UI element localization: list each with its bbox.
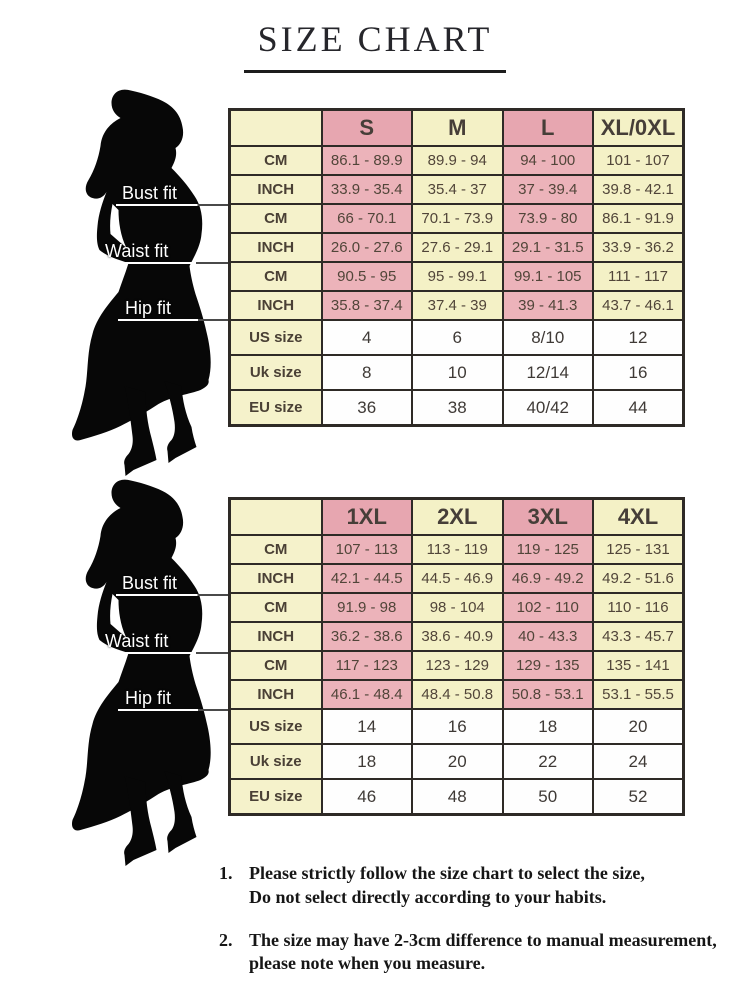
size-value-cell: 89.9 - 94 bbox=[412, 146, 503, 175]
size-value-cell: 111 - 117 bbox=[593, 262, 684, 291]
table-row bbox=[230, 320, 684, 355]
table-row bbox=[230, 204, 684, 233]
row-label-cell: US size bbox=[230, 709, 322, 744]
row-label-cell: CM bbox=[230, 262, 322, 291]
size-value-cell: 73.9 - 80 bbox=[503, 204, 594, 233]
title-wrap bbox=[0, 18, 750, 73]
size-value-cell: 12 bbox=[593, 320, 684, 355]
size-value-cell: 46.1 - 48.4 bbox=[322, 680, 413, 709]
size-value-cell: 44.5 - 46.9 bbox=[412, 564, 503, 593]
row-label-cell: CM bbox=[230, 535, 322, 564]
size-value-cell: 8 bbox=[322, 355, 413, 390]
bust-fit-line bbox=[116, 204, 229, 206]
size-value-cell: 70.1 - 73.9 bbox=[412, 204, 503, 233]
size-value-cell: 20 bbox=[593, 709, 684, 744]
note-item bbox=[219, 929, 739, 977]
table-row bbox=[230, 680, 684, 709]
table-row bbox=[230, 233, 684, 262]
size-value-cell: 99.1 - 105 bbox=[503, 262, 594, 291]
size-value-cell: 12/14 bbox=[503, 355, 594, 390]
note-text bbox=[249, 862, 739, 910]
row-label-cell: Uk size bbox=[230, 744, 322, 779]
size-value-cell: 46.9 - 49.2 bbox=[503, 564, 594, 593]
table-row bbox=[230, 146, 684, 175]
hip-fit-line bbox=[118, 709, 229, 711]
table-row bbox=[230, 291, 684, 320]
row-label-cell: US size bbox=[230, 320, 322, 355]
waist-fit-label: Waist fit bbox=[105, 631, 169, 651]
size-value-cell: 39 - 41.3 bbox=[503, 291, 594, 320]
size-value-cell: 50 bbox=[503, 779, 594, 815]
waist-fit-line bbox=[112, 262, 229, 264]
size-value-cell: 98 - 104 bbox=[412, 593, 503, 622]
note-line: The size may have 2-3cm difference to manual measurement, bbox=[249, 929, 717, 950]
size-column-header: 2XL bbox=[412, 499, 503, 536]
size-value-cell: 66 - 70.1 bbox=[322, 204, 413, 233]
size-value-cell: 42.1 - 44.5 bbox=[322, 564, 413, 593]
size-value-cell: 110 - 116 bbox=[593, 593, 684, 622]
size-column-header: M bbox=[412, 110, 503, 147]
bust-fit-label: Bust fit bbox=[122, 183, 178, 203]
size-value-cell: 39.8 - 42.1 bbox=[593, 175, 684, 204]
table-row bbox=[230, 564, 684, 593]
table-row bbox=[230, 262, 684, 291]
size-value-cell: 86.1 - 89.9 bbox=[322, 146, 413, 175]
row-label-cell: INCH bbox=[230, 233, 322, 262]
note-number: 1. bbox=[219, 863, 233, 883]
notes bbox=[219, 862, 739, 995]
size-value-cell: 4 bbox=[322, 320, 413, 355]
size-table-plus bbox=[228, 497, 685, 816]
size-value-cell: 40 - 43.3 bbox=[503, 622, 594, 651]
silhouette-body bbox=[72, 90, 211, 441]
size-value-cell: 24 bbox=[593, 744, 684, 779]
row-label-cell: EU size bbox=[230, 390, 322, 426]
size-value-cell: 14 bbox=[322, 709, 413, 744]
size-value-cell: 16 bbox=[593, 355, 684, 390]
size-value-cell: 48.4 - 50.8 bbox=[412, 680, 503, 709]
size-value-cell: 27.6 - 29.1 bbox=[412, 233, 503, 262]
table-row bbox=[230, 651, 684, 680]
note-number: 2. bbox=[219, 929, 233, 950]
row-label-cell: CM bbox=[230, 651, 322, 680]
size-value-cell: 35.8 - 37.4 bbox=[322, 291, 413, 320]
table-row bbox=[230, 593, 684, 622]
size-value-cell: 29.1 - 31.5 bbox=[503, 233, 594, 262]
size-value-cell: 52 bbox=[593, 779, 684, 815]
size-value-cell: 37.4 - 39 bbox=[412, 291, 503, 320]
size-value-cell: 48 bbox=[412, 779, 503, 815]
size-column-header: 4XL bbox=[593, 499, 684, 536]
woman-silhouette-1 bbox=[67, 86, 230, 476]
waist-fit-line bbox=[112, 652, 229, 654]
size-value-cell: 33.9 - 36.2 bbox=[593, 233, 684, 262]
table-row bbox=[230, 744, 684, 779]
table-row bbox=[230, 175, 684, 204]
size-value-cell: 95 - 99.1 bbox=[412, 262, 503, 291]
size-value-cell: 101 - 107 bbox=[593, 146, 684, 175]
table-row bbox=[230, 355, 684, 390]
waist-fit-label: Waist fit bbox=[105, 241, 169, 261]
row-label-cell: CM bbox=[230, 204, 322, 233]
size-value-cell: 18 bbox=[322, 744, 413, 779]
note-item bbox=[219, 862, 739, 910]
page-title: SIZE CHART bbox=[244, 18, 507, 73]
note-line: please note when you measure. bbox=[249, 953, 486, 974]
row-label-cell: EU size bbox=[230, 779, 322, 815]
size-value-cell: 117 - 123 bbox=[322, 651, 413, 680]
corner-cell bbox=[230, 499, 322, 536]
size-value-cell: 102 - 110 bbox=[503, 593, 594, 622]
size-value-cell: 46 bbox=[322, 779, 413, 815]
size-value-cell: 40/42 bbox=[503, 390, 594, 426]
size-value-cell: 36 bbox=[322, 390, 413, 426]
size-value-cell: 86.1 - 91.9 bbox=[593, 204, 684, 233]
size-value-cell: 49.2 - 51.6 bbox=[593, 564, 684, 593]
table-row bbox=[230, 779, 684, 815]
woman-silhouette-2 bbox=[67, 476, 230, 866]
size-value-cell: 50.8 - 53.1 bbox=[503, 680, 594, 709]
row-label-cell: INCH bbox=[230, 622, 322, 651]
silhouette-body bbox=[72, 480, 211, 831]
table-row bbox=[230, 709, 684, 744]
row-label-cell: CM bbox=[230, 593, 322, 622]
size-value-cell: 8/10 bbox=[503, 320, 594, 355]
size-value-cell: 38 bbox=[412, 390, 503, 426]
size-column-header: 1XL bbox=[322, 499, 413, 536]
row-label-cell: INCH bbox=[230, 175, 322, 204]
size-value-cell: 6 bbox=[412, 320, 503, 355]
size-column-header: S bbox=[322, 110, 413, 147]
size-value-cell: 20 bbox=[412, 744, 503, 779]
size-value-cell: 22 bbox=[503, 744, 594, 779]
row-label-cell: CM bbox=[230, 146, 322, 175]
size-column-header: L bbox=[503, 110, 594, 147]
size-value-cell: 113 - 119 bbox=[412, 535, 503, 564]
row-label-cell: INCH bbox=[230, 291, 322, 320]
hip-fit-label: Hip fit bbox=[125, 688, 172, 708]
size-table-regular bbox=[228, 108, 685, 427]
size-value-cell: 38.6 - 40.9 bbox=[412, 622, 503, 651]
bust-fit-line bbox=[116, 594, 229, 596]
size-value-cell: 107 - 113 bbox=[322, 535, 413, 564]
size-value-cell: 44 bbox=[593, 390, 684, 426]
size-value-cell: 90.5 - 95 bbox=[322, 262, 413, 291]
size-value-cell: 53.1 - 55.5 bbox=[593, 680, 684, 709]
table-row bbox=[230, 622, 684, 651]
hip-fit-label: Hip fit bbox=[125, 298, 172, 318]
size-value-cell: 125 - 131 bbox=[593, 535, 684, 564]
size-value-cell: 10 bbox=[412, 355, 503, 390]
size-value-cell: 43.7 - 46.1 bbox=[593, 291, 684, 320]
table-row bbox=[230, 390, 684, 426]
size-value-cell: 135 - 141 bbox=[593, 651, 684, 680]
row-label-cell: INCH bbox=[230, 680, 322, 709]
bust-fit-label: Bust fit bbox=[122, 573, 178, 593]
corner-cell bbox=[230, 110, 322, 147]
size-value-cell: 35.4 - 37 bbox=[412, 175, 503, 204]
size-value-cell: 43.3 - 45.7 bbox=[593, 622, 684, 651]
size-value-cell: 26.0 - 27.6 bbox=[322, 233, 413, 262]
size-value-cell: 129 - 135 bbox=[503, 651, 594, 680]
row-label-cell: INCH bbox=[230, 564, 322, 593]
size-column-header: 3XL bbox=[503, 499, 594, 536]
note-line: Do not select directly according to your habits. bbox=[249, 886, 607, 907]
table-row bbox=[230, 535, 684, 564]
size-value-cell: 36.2 - 38.6 bbox=[322, 622, 413, 651]
size-value-cell: 91.9 - 98 bbox=[322, 593, 413, 622]
size-value-cell: 37 - 39.4 bbox=[503, 175, 594, 204]
size-value-cell: 33.9 - 35.4 bbox=[322, 175, 413, 204]
size-value-cell: 94 - 100 bbox=[503, 146, 594, 175]
size-value-cell: 123 - 129 bbox=[412, 651, 503, 680]
size-value-cell: 18 bbox=[503, 709, 594, 744]
size-column-header: XL/0XL bbox=[593, 110, 684, 147]
row-label-cell: Uk size bbox=[230, 355, 322, 390]
hip-fit-line bbox=[118, 319, 229, 321]
size-value-cell: 119 - 125 bbox=[503, 535, 594, 564]
note-line: Please strictly follow the size chart to select the size, bbox=[249, 863, 645, 883]
note-text bbox=[249, 929, 739, 977]
size-value-cell: 16 bbox=[412, 709, 503, 744]
